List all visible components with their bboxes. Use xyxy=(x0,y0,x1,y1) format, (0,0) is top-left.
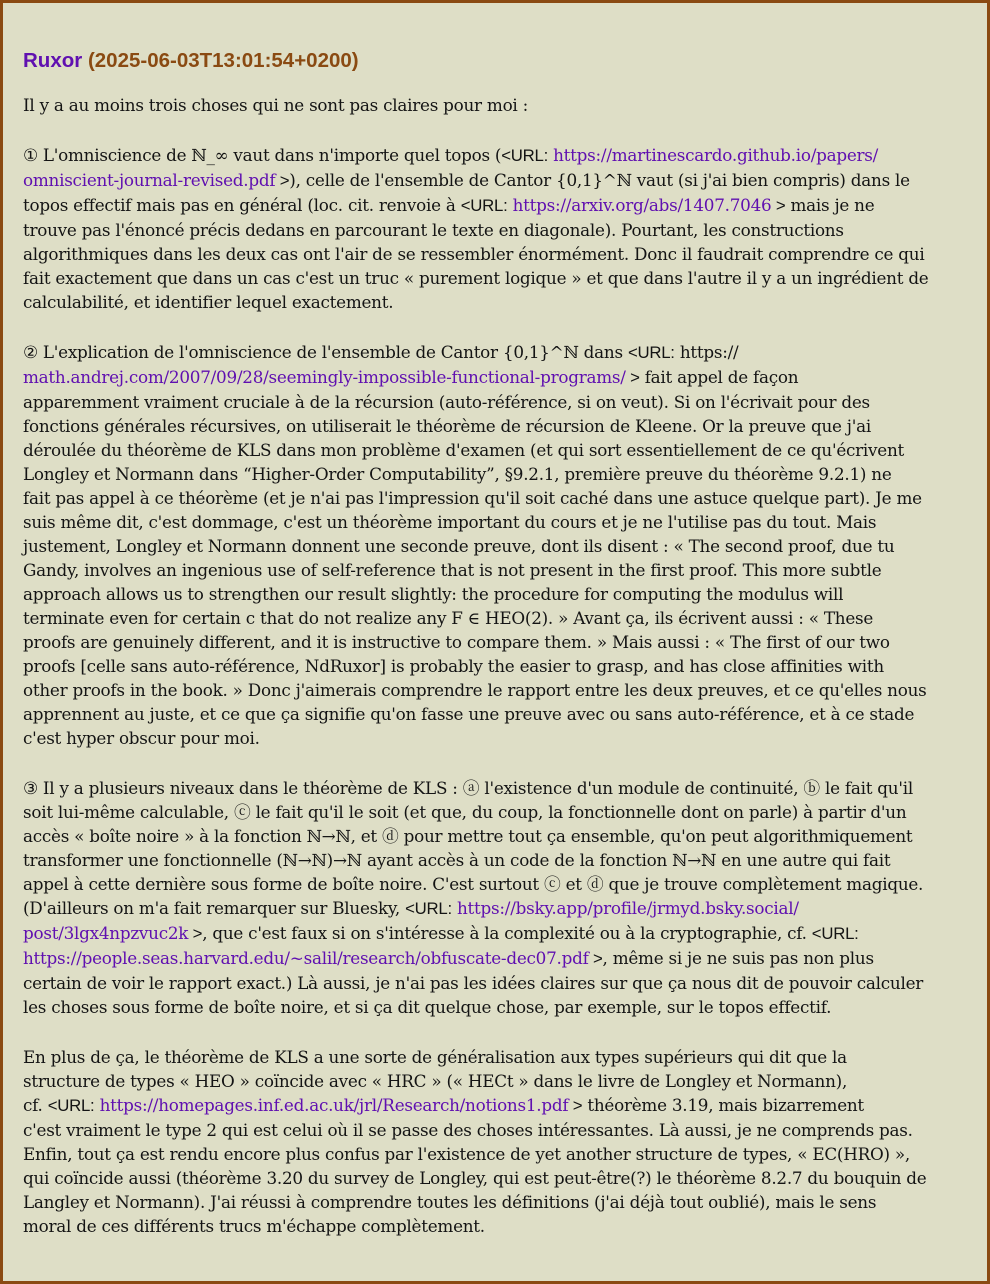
url-link[interactable]: math.andrej.com/2007/09/28/seemingly-impossible-functional-programs/ xyxy=(23,367,626,387)
text-line: ② L'explication de l'omniscience de l'ensemble de Cantor {0,1}^ℕ dans <URL: https:// xyxy=(23,342,739,362)
text-line: (D'ailleurs on m'a fait remarquer sur Bluesky, <URL: https://bsky.app/profile/jrmyd.bsky.social/ xyxy=(23,898,799,918)
text-line: structure de types « HEO » coïncide avec « HRC » (« HECt » dans le livre de Longley et Normann), xyxy=(23,1071,848,1091)
text-line: algorithmiques dans les deux cas ont l'air de se ressembler énormément. Donc il faudrait comprendre ce qui xyxy=(23,244,925,264)
url-link[interactable]: https://homepages.inf.ed.ac.uk/jrl/Research/notions1.pdf xyxy=(99,1095,569,1115)
comment-body xyxy=(23,47,968,1238)
text-line: math.andrej.com/2007/09/28/seemingly-impossible-functional-programs/ > fait appel de façon xyxy=(23,367,799,387)
url-link[interactable]: https://bsky.app/profile/jrmyd.bsky.social/ xyxy=(456,898,799,918)
text-line: justement, Longley et Normann donnent une seconde preuve, dont ils disent : « The second proof, due tu xyxy=(23,536,895,556)
text-line: certain de voir le rapport exact.) Là aussi, je n'ai pas les idées claires sur que ça nous dit de pouvoir calculer xyxy=(23,973,924,993)
text-line: moral de ces différents trucs m'échappe complètement. xyxy=(23,1216,485,1236)
text-line: other proofs in the book. » Donc j'aimerais comprendre le rapport entre les deux preuves, et ce qu'elles nous xyxy=(23,680,927,700)
text-line: cf. <URL: https://homepages.inf.ed.ac.uk/jrl/Research/notions1.pdf > théorème 3.19, mais bizarrement xyxy=(23,1095,864,1115)
url-link[interactable]: https://martinescardo.github.io/papers/ xyxy=(553,145,879,165)
text-line: Gandy, involves an ingenious use of self-reference that is not present in the first proof. This more subtle xyxy=(23,560,882,580)
text-line: calculabilité, et identifier lequel exactement. xyxy=(23,292,394,312)
text-line: fait exactement que dans un cas c'est un truc « purement logique » et que dans l'autre il y a un ingrédient de xyxy=(23,268,929,288)
text-line: topos effectif mais pas en général (loc. cit. renvoie à <URL: https://arxiv.org/abs/1407.7046 > mais je ne xyxy=(23,195,875,215)
url-link[interactable]: https://people.seas.harvard.edu/~salil/research/obfuscate-dec07.pdf xyxy=(23,948,589,968)
text-line: appel à cette dernière sous forme de boîte noire. C'est surtout ⓒ et ⓓ que je trouve complètement magique. xyxy=(23,874,924,894)
text-line: En plus de ça, le théorème de KLS a une sorte de généralisation aux types supérieurs qui dit que la xyxy=(23,1047,847,1067)
text-line: ③ Il y a plusieurs niveaux dans le théorème de KLS : ⓐ l'existence d'un module de continuité, ⓑ le fait qu'il xyxy=(23,778,913,798)
text-line: soit lui-même calculable, ⓒ le fait qu'il le soit (et que, du coup, la fonctionnelle dont on parle) à partir d'un xyxy=(23,802,907,822)
text-line: https://people.seas.harvard.edu/~salil/research/obfuscate-dec07.pdf >, même si je ne suis pas non plus xyxy=(23,948,874,968)
text-line: proofs are genuinely different, and it is instructive to compare them. » Mais aussi : « The first of our two xyxy=(23,632,890,652)
text-line: fonctions générales récursives, on utiliserait le théorème de récursion de Kleene. Or la preuve que j'ai xyxy=(23,416,871,436)
url-link[interactable]: omniscient-journal-revised.pdf xyxy=(23,170,276,190)
text-line: Il y a au moins trois choses qui ne sont pas claires pour moi : xyxy=(23,95,529,115)
comment-header xyxy=(23,47,968,75)
text-line: transformer une fonctionnelle (ℕ→ℕ)→ℕ ayant accès à un code de la fonction ℕ→ℕ en une autre qui fait xyxy=(23,850,891,870)
text-line: les choses sous forme de boîte noire, et si ça dit quelque chose, par exemple, sur le topos effectif. xyxy=(23,997,832,1017)
text-line: fait pas appel à ce théorème (et je n'ai pas l'impression qu'il soit caché dans une astuce quelque part). Je me xyxy=(23,488,922,508)
text-line: post/3lgx4npzvuc2k >, que c'est faux si on s'intéresse à la complexité ou à la cryptographie, cf. <URL: xyxy=(23,923,859,943)
text-line: Longley et Normann dans “Higher-Order Computability”, §9.2.1, première preuve du théorème 9.2.1) ne xyxy=(23,464,892,484)
text-line: proofs [celle sans auto-référence, NdRuxor] is probably the easier to grasp, and has close affinities with xyxy=(23,656,884,676)
text-line: Enfin, tout ça est rendu encore plus confus par l'existence de yet another structure de types, « EC(HRO) », xyxy=(23,1144,910,1164)
text-line: c'est vraiment le type 2 qui est celui où il se passe des choses intéressantes. Là aussi, je ne comprends pas. xyxy=(23,1120,913,1140)
text-line: ① L'omniscience de ℕ_∞ vaut dans n'importe quel topos (<URL: https://martinescardo.github.io/papers/ xyxy=(23,145,879,165)
text-line: accès « boîte noire » à la fonction ℕ→ℕ, et ⓓ pour mettre tout ça ensemble, qu'on peut algorithmiquement xyxy=(23,826,913,846)
text-line: apprennent au juste, et ce que ça signifie qu'on fasse une preuve avec ou sans auto-référence, et à ce stade xyxy=(23,704,915,724)
author-name[interactable]: Ruxor xyxy=(23,49,83,72)
text-line: trouve pas l'énoncé précis dedans en parcourant le texte en diagonale). Pourtant, les constructions xyxy=(23,220,844,240)
text-line: suis même dit, c'est dommage, c'est un théorème important du cours et je ne l'utilise pas du tout. Mais xyxy=(23,512,877,532)
text-line: qui coïncide aussi (théorème 3.20 du survey de Longley, qui est peut-être(?) le théorème 8.2.7 du bouquin de xyxy=(23,1168,927,1188)
comment-paragraph-1 xyxy=(23,143,968,314)
comment-paragraph-2 xyxy=(23,340,968,750)
text-line: c'est hyper obscur pour moi. xyxy=(23,728,260,748)
text-line: omniscient-journal-revised.pdf >), celle de l'ensemble de Cantor {0,1}^ℕ vaut (si j'ai bien compris) dans le xyxy=(23,170,910,190)
comment-paragraph-intro xyxy=(23,93,968,117)
text-line: terminate even for certain c that do not realize any F ∈ HEO(2). » Avant ça, ils écrivent aussi : « These xyxy=(23,608,874,628)
text-line: déroulée du théorème de KLS dans mon problème d'examen (et qui sort essentiellement de ce qu'écrivent xyxy=(23,440,904,460)
comment-paragraph-3 xyxy=(23,776,968,1019)
text-line: approach allows us to strengthen our result slightly: the procedure for computing the modulus will xyxy=(23,584,844,604)
text-line: Langley et Normann). J'ai réussi à comprendre toutes les définitions (j'ai déjà tout oublié), mais le sens xyxy=(23,1192,877,1212)
comment-paragraph-4 xyxy=(23,1045,968,1238)
comment-date: (2025-06-03T13:01:54+0200) xyxy=(87,49,359,72)
url-link[interactable]: https://arxiv.org/abs/1407.7046 xyxy=(512,195,772,215)
text-line: apparemment vraiment cruciale à de la récursion (auto-référence, si on veut). Si on l'écrivait pour des xyxy=(23,392,870,412)
url-link[interactable]: post/3lgx4npzvuc2k xyxy=(23,923,189,943)
